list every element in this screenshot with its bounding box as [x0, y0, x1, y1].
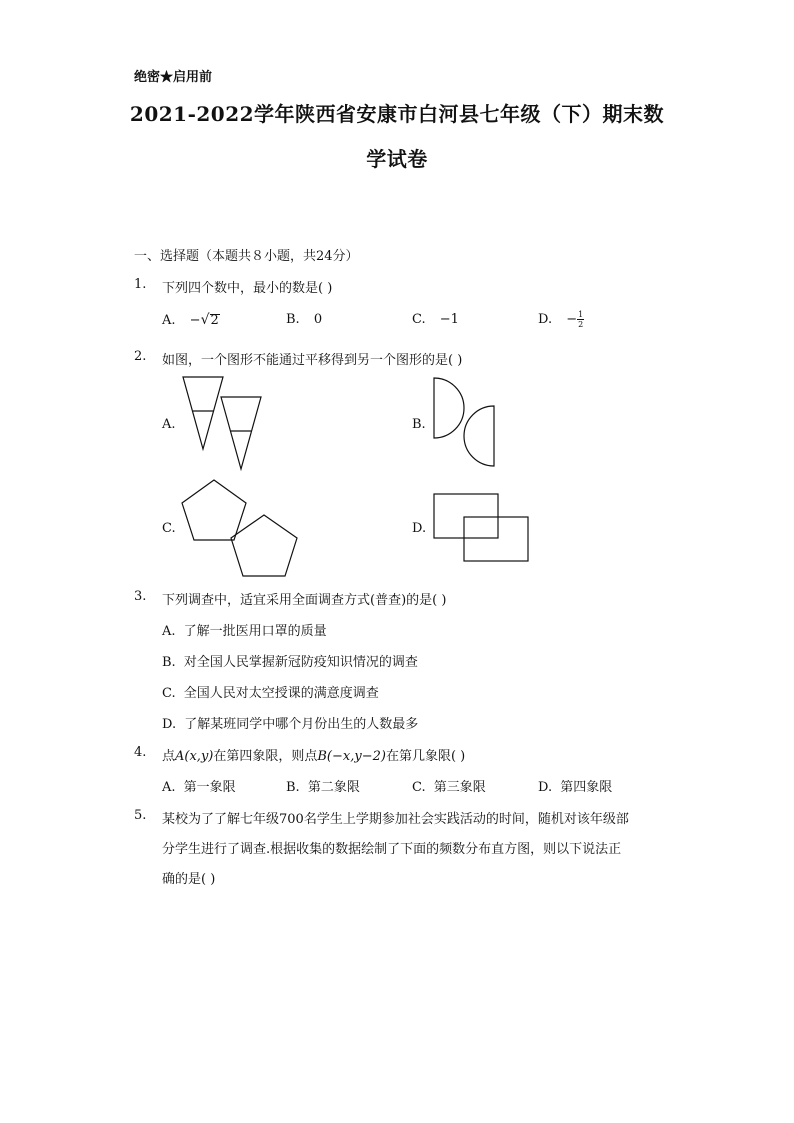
option-value: 了解一批医用口罩的质量	[183, 624, 327, 639]
q3-option-b	[162, 651, 418, 670]
q1-option-a	[162, 312, 220, 328]
option-value: 了解某班同学中哪个月份出生的人数最多	[184, 717, 419, 732]
option-label: D.	[538, 312, 553, 327]
question-5-line-3: 确的是( )	[162, 872, 216, 887]
q3-option-d	[162, 713, 418, 732]
question-5-number: 5.	[134, 808, 147, 823]
confidential-label: 绝密★启用前	[134, 70, 213, 85]
question-4-number: 4.	[134, 745, 147, 760]
section-heading: 一、选择题（本题共８小题，共24分）	[134, 249, 359, 264]
two-rectangles-figure	[432, 492, 530, 564]
option-label: C.	[162, 686, 176, 701]
q4-option-d	[538, 776, 612, 795]
q3-option-a	[162, 620, 327, 639]
question-2-number: 2.	[134, 349, 147, 364]
semicircle-2	[464, 406, 494, 466]
question-3-number: 3.	[134, 589, 147, 604]
q4-text-start: 点	[162, 749, 176, 764]
sqrt-symbol: √	[200, 312, 210, 328]
q1-option-c	[412, 312, 459, 327]
q3-option-c	[162, 682, 379, 701]
option-value: 第二象限	[307, 780, 360, 795]
q4-text-middle: 在第四象限，则点	[213, 749, 318, 764]
option-label: B.	[286, 312, 300, 327]
question-1-text: 下列四个数中，最小的数是( )	[162, 281, 333, 296]
option-label: A.	[162, 624, 176, 639]
option-label: B.	[286, 780, 300, 795]
q4-text-end: 在第几象限( )	[385, 749, 466, 764]
option-value: −1	[439, 312, 459, 327]
q2-option-b-label: B.	[412, 417, 426, 432]
option-value: 全国人民对太空授课的满意度调查	[183, 686, 379, 701]
rectangle-2	[464, 517, 528, 561]
two-semicircles-figure	[430, 376, 500, 468]
question-2-text: 如图，一个图形不能通过平移得到另一个图形的是( )	[162, 353, 463, 368]
minus-sign: −	[566, 312, 578, 327]
option-label: B.	[162, 655, 176, 670]
q4-option-a	[162, 776, 236, 795]
q2-option-d-label: D.	[412, 521, 427, 536]
option-value: 0	[313, 312, 323, 327]
question-1-number: 1.	[134, 277, 147, 292]
two-triangles-figure	[182, 376, 264, 472]
question-4-text	[162, 745, 465, 764]
option-label: D.	[538, 780, 553, 795]
option-label: D.	[162, 717, 177, 732]
option-label: A.	[162, 780, 176, 795]
pentagon-1	[182, 480, 246, 540]
two-pentagons-figure	[180, 478, 300, 580]
fraction-denominator: 2	[578, 320, 584, 329]
option-value: 第一象限	[183, 780, 236, 795]
option-label: C.	[412, 312, 426, 327]
point-a: A(x,y)	[175, 749, 214, 764]
q1-option-b	[286, 312, 322, 327]
minus-sign: −	[189, 313, 201, 328]
question-5-line-1: 某校为了了解七年级700名学生上学期参加社会实践活动的时间，随机对该年级部	[162, 812, 629, 827]
option-value: 第四象限	[560, 780, 613, 795]
option-label: A.	[162, 313, 176, 328]
triangle-1	[183, 377, 223, 449]
exam-title-line-1: 2021-2022学年陕西省安康市白河县七年级（下）期末数	[129, 102, 665, 126]
exam-title-line-2: 学试卷	[366, 147, 428, 171]
rectangle-1	[434, 494, 498, 538]
semicircle-1	[434, 378, 464, 438]
question-5-line-2: 分学生进行了调查.根据收集的数据绘制了下面的频数分布直方图，则以下说法正	[162, 842, 622, 857]
option-label: C.	[412, 780, 426, 795]
pentagon-2	[231, 515, 297, 576]
triangle-2	[221, 397, 261, 469]
q4-option-c	[412, 776, 486, 795]
point-b: B(−x,y−2)	[317, 749, 386, 764]
q1-option-d	[538, 310, 584, 329]
question-3-text: 下列调查中，适宜采用全面调查方式(普查)的是( )	[162, 593, 447, 608]
option-value: 对全国人民掌握新冠防疫知识情况的调查	[183, 655, 418, 670]
radicand: 2	[210, 313, 219, 328]
option-value: 第三象限	[433, 780, 486, 795]
fraction	[577, 310, 584, 329]
q2-option-a-label: A.	[162, 417, 176, 432]
q4-option-b	[286, 776, 360, 795]
q2-option-c-label: C.	[162, 521, 176, 536]
fraction-numerator: 1	[578, 310, 584, 319]
